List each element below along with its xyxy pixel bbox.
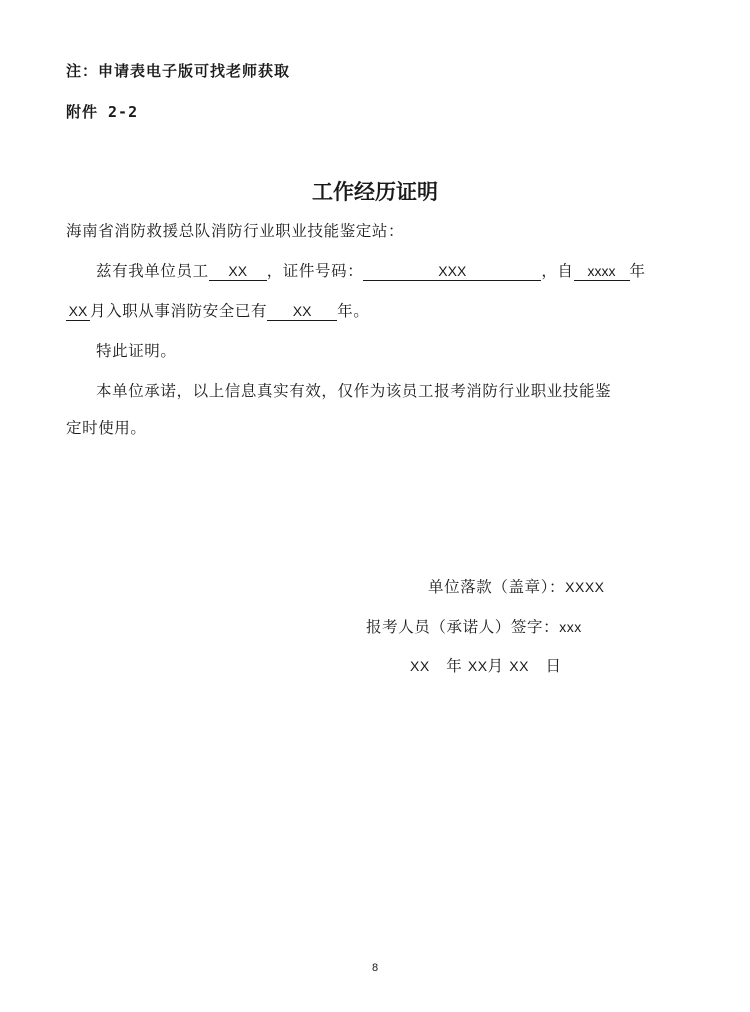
page-number: 8 xyxy=(371,962,379,974)
statement-text-worked: 月入职从事消防安全已有 xyxy=(90,302,268,320)
statement-text-from: ，自 xyxy=(541,262,574,280)
date-month-value: XX xyxy=(467,658,488,674)
date-year-value: XX xyxy=(410,658,430,674)
statement-text-years: 年。 xyxy=(337,302,370,320)
attachment-label: 附件 2-2 xyxy=(66,103,139,121)
id-number-field: XXX xyxy=(363,262,541,281)
applicant-signature-value: xxx xyxy=(559,619,582,635)
document-title: 工作经历证明 xyxy=(312,180,438,204)
promise-line-2: 定时使用。 xyxy=(66,419,147,437)
signature-date xyxy=(410,654,562,676)
promise-line-1: 本单位承诺，以上信息真实有效，仅作为该员工报考消防行业职业技能鉴 xyxy=(96,382,612,400)
statement-text-employee: 兹有我单位员工 xyxy=(96,262,209,280)
unit-signature-label: 单位落款（盖章）： xyxy=(428,578,566,596)
start-year-field: xxxx xyxy=(574,262,630,281)
addressee: 海南省消防救援总队消防行业职业技能鉴定站： xyxy=(66,222,405,240)
applicant-signature-line xyxy=(366,615,582,637)
date-month-unit: 月 xyxy=(487,657,504,675)
certify-text: 特此证明。 xyxy=(96,342,177,360)
unit-signature-line xyxy=(428,575,605,597)
unit-signature-value: XXXX xyxy=(565,579,605,595)
statement-text-year: 年 xyxy=(629,262,646,280)
date-year-unit: 年 xyxy=(446,657,463,675)
start-month-field: XX xyxy=(66,302,90,321)
note-text: 注：申请表电子版可找老师获取 xyxy=(66,62,291,80)
date-day-unit: 日 xyxy=(545,657,562,675)
statement-line-1 xyxy=(96,259,646,281)
employee-name-field: XX xyxy=(209,262,267,281)
statement-text-id: ，证件号码： xyxy=(266,262,364,280)
applicant-signature-label: 报考人员（承诺人）签字： xyxy=(366,618,560,636)
statement-line-2 xyxy=(66,299,369,321)
years-worked-field: XX xyxy=(267,302,337,321)
date-day-value: XX xyxy=(509,658,529,674)
